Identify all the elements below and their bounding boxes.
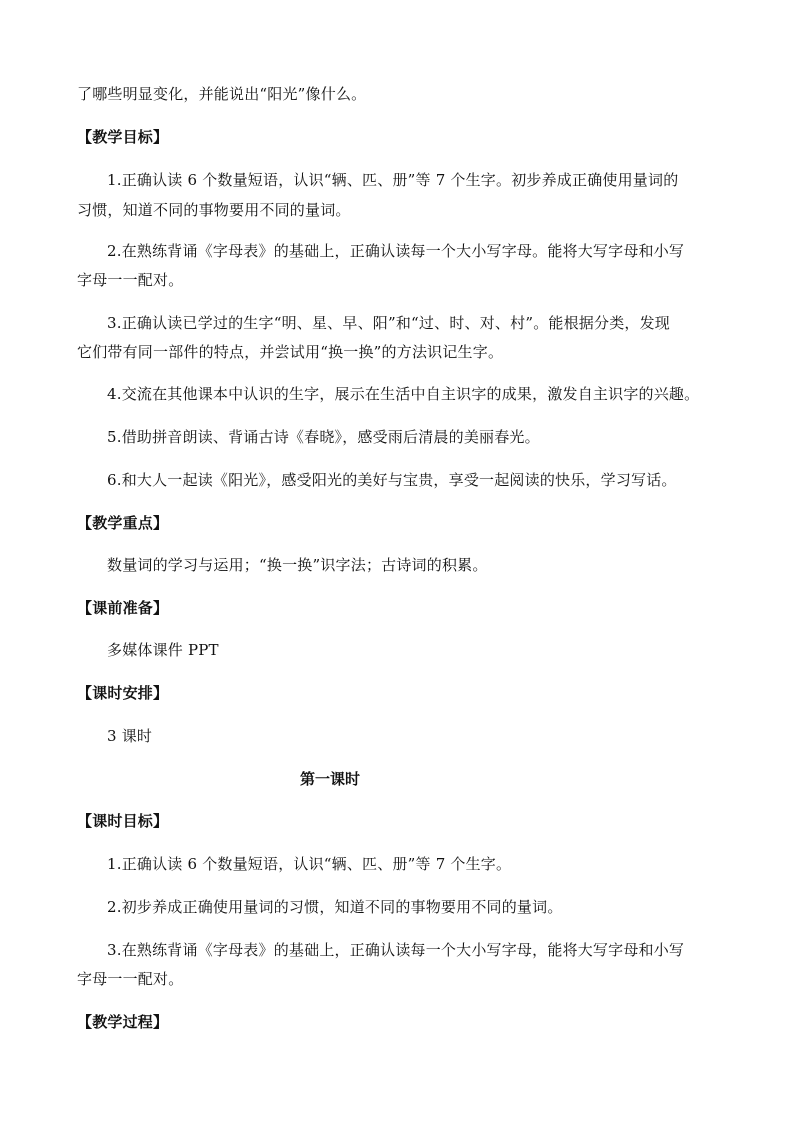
goal-3-line-1: 3.正确认读已学过的生字“明、星、早、阳”和“过、时、对、村”。能根据分类，发现: [107, 314, 670, 332]
goal-6: 6.和大人一起读《阳光》，感受阳光的美好与宝贵，享受一起阅读的快乐，学习写话。: [107, 471, 677, 489]
preparation-heading: 【课前准备】: [77, 599, 169, 617]
lesson-goal-3-line-1: 3.在熟练背诵《字母表》的基础上，正确认读每一个大小写字母，能将大写字母和小写: [107, 941, 685, 959]
goal-1-line-2: 习惯，知道不同的事物要用不同的量词。: [77, 201, 351, 219]
lesson-goal-3-line-2: 字母一一配对。: [77, 970, 184, 988]
lesson-goals-heading: 【课时目标】: [77, 812, 169, 830]
teaching-goals-heading: 【教学目标】: [77, 128, 169, 146]
teaching-process-heading: 【教学过程】: [77, 1013, 169, 1031]
goal-3-line-2: 它们带有同一部件的特点，并尝试用“换一换”的方法识记生字。: [77, 343, 504, 361]
lesson-goal-1: 1.正确认读 6 个数量短语，认识“辆、匹、册”等 7 个生字。: [107, 855, 512, 873]
goal-2-line-1: 2.在熟练背诵《字母表》的基础上，正确认读每一个大小写字母。能将大写字母和小写: [107, 242, 685, 260]
goal-4: 4.交流在其他课本中认识的生字，展示在生活中自主识字的成果，激发自主识字的兴趣。: [107, 385, 700, 403]
lesson-goal-2: 2.初步养成正确使用量词的习惯，知道不同的事物要用不同的量词。: [107, 898, 563, 916]
lesson-title: 第一课时: [299, 770, 360, 788]
goal-2-line-2: 字母一一配对。: [77, 271, 184, 289]
key-points-text: 数量词的学习与运用；“换一换”识字法；古诗词的积累。: [107, 556, 488, 574]
key-points-heading: 【教学重点】: [77, 514, 169, 532]
intro-line: 了哪些明显变化，并能说出“阳光”像什么。: [77, 85, 367, 103]
schedule-text: 3 课时: [107, 727, 153, 745]
preparation-text: 多媒体课件 PPT: [107, 641, 219, 659]
goal-1-line-1: 1.正确认读 6 个数量短语，认识“辆、匹、册”等 7 个生字。初步养成正确使用量词的: [107, 171, 679, 189]
goal-5: 5.借助拼音朗读、背诵古诗《春晓》，感受雨后清晨的美丽春光。: [107, 428, 540, 446]
schedule-heading: 【课时安排】: [77, 684, 169, 702]
